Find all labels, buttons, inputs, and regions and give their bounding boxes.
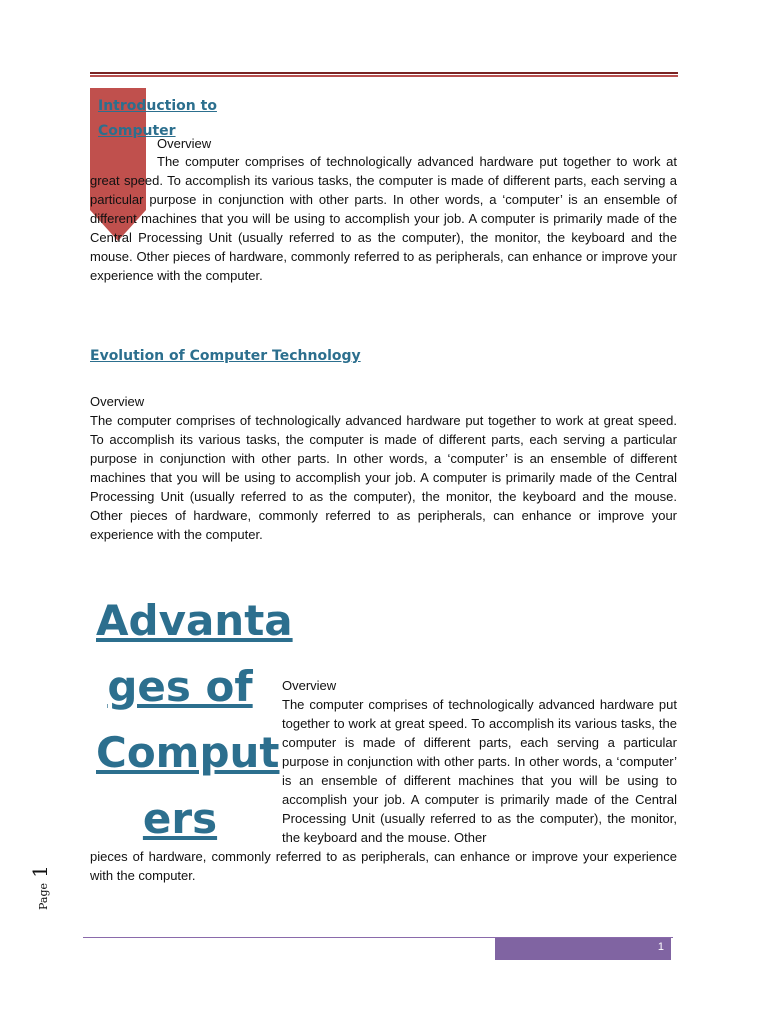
- section1-overview-label: Overview: [157, 136, 212, 151]
- section3-title-line: ers: [142, 794, 218, 843]
- page-word: Page: [37, 882, 50, 910]
- header-rule: [90, 72, 678, 77]
- footer-page-bar: [495, 938, 671, 960]
- footer-page-number: 1: [657, 941, 664, 953]
- section1-body: The computer comprises of technologically advanced hardware put together to work at great speed. To accomplish its various tasks, the computer is made of different parts, each serving a particular purpose in conjunction with other parts. In other words, a ‘computer’ is an ensemble of different machines that you will be using to accomplish your job. A computer is primarily made of the Central Processing Unit (usually referred to as the computer), the monitor, the keyboard and the mouse. Other pieces of hardware, commonly referred to as peripherals, can enhance or improve your experience with the computer.: [90, 154, 677, 283]
- section3-overview-label: Overview: [282, 678, 337, 693]
- section1-title[interactable]: Introduction to Computer: [98, 98, 217, 139]
- section3-body: The computer comprises of technologically advanced hardware put together to work at great speed. To accomplish its various tasks, the computer is made of different parts, each serving a particular purpose in conjunction with other parts. In other words, a ‘computer’ is an ensemble of different machines that you will be using to accomplish your job. A computer is primarily made of the Central Processing Unit (usually referred to as the computer), the monitor, the keyboard and the mouse. Other: [282, 697, 677, 845]
- section2-title[interactable]: Evolution of Computer Technology: [90, 348, 361, 364]
- page-number: 1: [28, 865, 52, 878]
- page-number-vertical: [28, 865, 68, 920]
- section3-title-line: ges of: [107, 662, 253, 711]
- section3-title[interactable]: [96, 588, 293, 852]
- section3-title-line: Advanta: [96, 596, 293, 645]
- section2-overview-label: Overview: [90, 394, 145, 409]
- section2-body: The computer comprises of technologically advanced hardware put together to work at great speed. To accomplish its various tasks, the computer is made of different parts, each serving a particular purpose in conjunction with other parts. In other words, a ‘computer’ is an ensemble of different machines that you will be using to accomplish your job. A computer is primarily made of the Central Processing Unit (usually referred to as the computer), the monitor, the keyboard and the mouse. Other pieces of hardware, commonly referred to as peripherals, can enhance or improve your experience with the computer.: [90, 413, 677, 542]
- section2-content: [90, 392, 677, 544]
- section3-body-continued: pieces of hardware, commonly referred to as peripherals, can enhance or improve your experience with the computer.: [90, 849, 677, 883]
- section3-title-line: Comput: [96, 728, 280, 777]
